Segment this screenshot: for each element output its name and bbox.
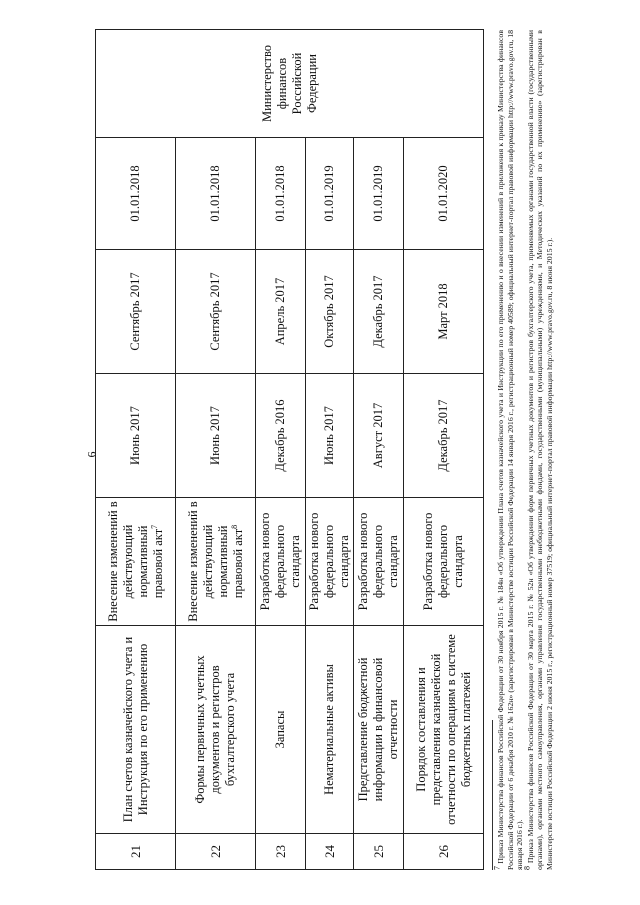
end-date: Апрель 2017 <box>256 250 306 374</box>
document-name: Нематериальные активы <box>306 626 354 834</box>
responsible-body: Министерство финансов Российской Федерации <box>96 30 484 138</box>
footnote-divider <box>492 720 493 870</box>
footnotes <box>492 30 554 870</box>
start-date: Декабрь 2016 <box>256 374 306 498</box>
effective-date: 01.01.2019 <box>354 138 404 250</box>
document-name: Запасы <box>256 626 306 834</box>
end-date: Декабрь 2017 <box>354 250 404 374</box>
table-row <box>404 30 484 870</box>
action-type: Внесение изменений в действующий нормативный правовой акт$^8$ <box>176 498 256 626</box>
footnote: $^7$ Приказ Министерства финансов Российской Федерации от 30 ноября 2015 г. № 184н «Об утверждении Плана счетов казначейского учета и Инструкции по его применению и о внесении изменений в приложения к приказу Министерства финансов Российской Федерации от 6 декабря 2010 г. № 162н» (зарегистрирован в Министерстве юстиции Российской Федерации 14 января 2016 г., регистрационный номер 40589; официальный интернет-портал правовой информации http://www.pravo.gov.ru, 18 января 2016 г.). <box>492 29 524 870</box>
end-date: Октябрь 2017 <box>306 250 354 374</box>
page-number: 6 <box>84 451 99 458</box>
effective-date: 01.01.2018 <box>256 138 306 250</box>
row-number: 25 <box>354 834 404 870</box>
action-type: Разработка нового федерального стандарта <box>306 498 354 626</box>
table-row <box>354 30 404 870</box>
end-date: Сентябрь 2017 <box>176 250 256 374</box>
document-name: План счетов казначейского учета и Инструкция по его применению <box>96 626 176 834</box>
effective-date: 01.01.2018 <box>176 138 256 250</box>
start-date: Июнь 2017 <box>96 374 176 498</box>
effective-date: 01.01.2019 <box>306 138 354 250</box>
row-number: 24 <box>306 834 354 870</box>
table-row <box>176 30 256 870</box>
footnote-ref: 8 <box>229 524 239 529</box>
action-type: Разработка нового федерального стандарта <box>256 498 306 626</box>
effective-date: 01.01.2020 <box>404 138 484 250</box>
rotated-sheet <box>95 29 554 870</box>
footnote-ref: 7 <box>149 524 159 529</box>
plan-table <box>95 29 484 870</box>
row-number: 26 <box>404 834 484 870</box>
start-date: Июнь 2017 <box>176 374 256 498</box>
document-name: Представление бюджетной информации в финансовой отчетности <box>354 626 404 834</box>
row-number: 22 <box>176 834 256 870</box>
end-date: Сентябрь 2017 <box>96 250 176 374</box>
row-number: 23 <box>256 834 306 870</box>
action-type: Внесение изменений в действующий нормативный правовой акт$^7$ <box>96 498 176 626</box>
table-row <box>306 30 354 870</box>
footnote: $^8$ Приказ Министерства финансов Российской Федерации от 30 марта 2015 г. № 52н «Об утверждении форм первичных учетных документов и регистров бухгалтерского учета, применяемых органами государственной власти (государственными органами), органами местного самоуправления, органами управления государственными внебюджетными фондами, государственными (муниципальными) учреждениями, и Методических указаний по их применению» (зарегистрирован в Министерстве юстиции Российской Федерации 2 июня 2015 г., регистрационный номер 37519; официальный интернет-портал правовой информации http://www.pravo.gov.ru, 8 июня 2015 г.). <box>521 30 554 870</box>
start-date: Июнь 2017 <box>306 374 354 498</box>
action-type: Разработка нового федерального стандарта <box>354 498 404 626</box>
action-type: Разработка нового федерального стандарта <box>404 498 484 626</box>
start-date: Декабрь 2017 <box>404 374 484 498</box>
table-row <box>256 30 306 870</box>
table-row <box>96 30 176 870</box>
document-name: Порядок составления и представления казначейской отчетности по операциям в системе бюджетных платежей <box>404 626 484 834</box>
end-date: Март 2018 <box>404 250 484 374</box>
effective-date: 01.01.2018 <box>96 138 176 250</box>
row-number: 21 <box>96 834 176 870</box>
document-name: Формы первичных учетных документов и регистров бухгалтерского учета <box>176 626 256 834</box>
start-date: Август 2017 <box>354 374 404 498</box>
